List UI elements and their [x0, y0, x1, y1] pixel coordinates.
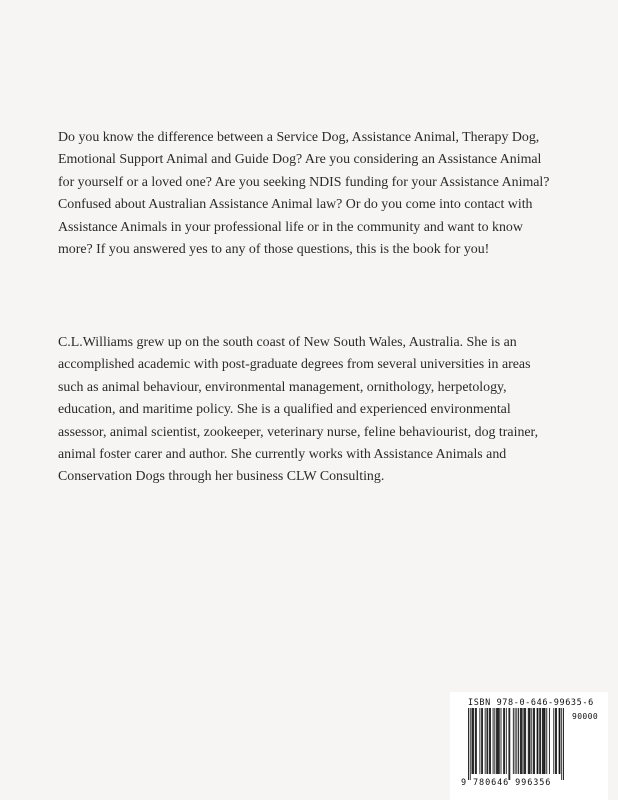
barcode-bar [539, 708, 540, 774]
barcode-bar [472, 708, 473, 774]
barcode-bar [538, 708, 539, 774]
barcode-bar [522, 708, 523, 774]
barcode-bar [529, 708, 530, 774]
barcode-bar [494, 708, 495, 774]
barcode-bar [531, 708, 532, 774]
barcode-bar [470, 708, 471, 780]
barcode-bar [473, 708, 474, 774]
barcode-bar [472, 708, 473, 774]
barcode-bar [555, 708, 556, 774]
price-code: 90000 [572, 712, 599, 721]
barcode-bar [545, 708, 546, 774]
barcode-bar [549, 708, 550, 774]
barcode-bar [493, 708, 494, 774]
barcode-bar [540, 708, 541, 774]
barcode-bar [509, 708, 510, 780]
book-blurb: Do you know the difference between a Service Dog, Assistance Animal, Therapy Dog, Emotional Support Animal and Guide Dog? Are you considering an Assistance Animal for yourself or a loved one? Are you seeking NDIS funding for your Assistance Animal? Confused about Australian Assistance Animal law? Or do you come into contact with Assistance Animals in your professional life or in the community and want to know more? If you answered yes to any of those questions, this is the book for you! [58, 130, 550, 258]
author-bio: C.L.Williams grew up on the south coast of New South Wales, Australia. She is an accomplished academic with post-graduate degrees from several universities in areas such as animal behaviour, environmental management, ornithology, herpetology, education, and maritime policy. She is a qualified and experienced environmental assessor, animal scientist, zookeeper, veterinary nurse, feline behaviourist, dog trainer, animal foster carer and author. She currently works with Assistance Animals and Conservation Dogs through her business CLW Consulting. [58, 335, 539, 485]
barcode-bar [521, 708, 522, 774]
barcode-bar [513, 708, 514, 774]
barcode-bar [490, 708, 491, 774]
barcode-bar [489, 708, 490, 774]
barcode-bar [542, 708, 543, 774]
barcode-bar [496, 708, 497, 774]
barcode-bar [516, 708, 517, 774]
barcode-bar [525, 708, 526, 774]
barcode-bar [528, 708, 529, 774]
barcode-bar [556, 708, 557, 774]
barcode-bar [524, 708, 525, 774]
barcode-bar [476, 708, 477, 774]
barcode-bar [563, 708, 564, 780]
barcode-bar [518, 708, 519, 774]
barcode-bar [506, 708, 507, 774]
barcode-bar [560, 708, 561, 774]
barcode-bar [559, 708, 560, 774]
barcode-bar [482, 708, 483, 774]
barcode-bar [537, 708, 538, 774]
barcode-bar [485, 708, 486, 774]
barcode-bar [479, 708, 480, 774]
barcode-bar [515, 708, 516, 774]
barcode-bar [543, 708, 544, 774]
isbn-label: ISBN 978-0-646-99635-6 [468, 698, 594, 708]
barcode-bar [544, 708, 545, 774]
barcode-bar [487, 708, 488, 774]
barcode-bar [508, 708, 509, 780]
ean-digits: 9 780646 996356 [461, 778, 552, 788]
barcode-bar [497, 708, 498, 774]
barcode-bar [501, 708, 502, 774]
barcode-bar [534, 708, 535, 774]
isbn-barcode [468, 708, 568, 782]
barcode-bar [503, 708, 504, 774]
barcode-bar [499, 708, 500, 774]
barcode-bar [475, 708, 476, 774]
barcode-bar [468, 708, 469, 780]
barcode-bar [553, 708, 554, 774]
barcode-bar [481, 708, 482, 774]
barcode-bar [520, 708, 521, 774]
barcode-bar [533, 708, 534, 774]
barcode-bar [486, 708, 487, 774]
barcode-bar [504, 708, 505, 774]
barcode-bar [561, 708, 562, 780]
barcode-bar [523, 708, 524, 774]
barcode-bar [546, 708, 547, 774]
barcode-bar [530, 708, 531, 774]
barcode-bar [498, 708, 499, 774]
